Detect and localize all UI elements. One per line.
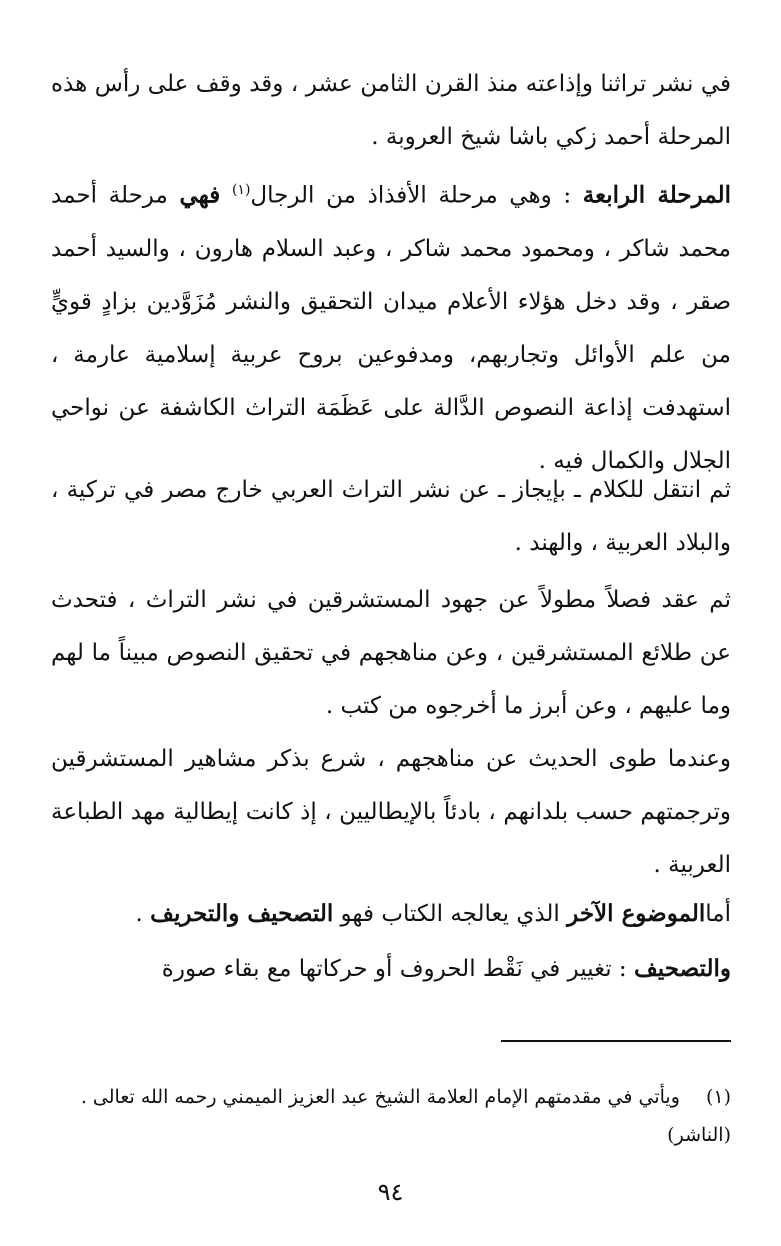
paragraph-5-text: وعندما طوى الحديث عن مناهجهم ، شرع بذكر مشاهير المستشرقين وترجمتهم حسب بلدانهم ، بادئاً بالإيطاليين ، إذ كانت إيطالية مهد الطباعة العربية . xyxy=(51,746,731,878)
footnote-number: (١) xyxy=(705,1086,731,1108)
paragraph-2-post: مرحلة أحمد محمد شاكر ، ومحمود محمد شاكر ، وعبد السلام هارون ، والسيد أحمد صقر ، وقد دخل هؤلاء الأعلام ميدان التحقيق والنشر مُزَوَّدين بزادٍ قويٍّ من علم الأوائل وتجاربهم، ومدفوعين بروح عربية إسلامية عارمة ، استهدفت إذاعة النصوص الدَّالة على عَظَمَة التراث الكاشفة عن نواحي الجلال والكمال فيه . xyxy=(51,182,731,474)
paragraph-6-mid: الذي يعالجه الكتاب فهو xyxy=(340,901,560,927)
paragraph-4-text: ثم عقد فصلاً مطولاً عن جهود المستشرقين في نشر التراث ، فتحدث عن طلائع المستشرقين ، وعن مناهجهم في تحقيق النصوص مبيناً ما لهم وما عليهم ، وعن أبرز ما أخرجوه من كتب . xyxy=(51,587,731,719)
footnote-divider xyxy=(501,1040,731,1042)
paragraph-6-bold-2: التصحيف والتحريف xyxy=(150,900,334,927)
paragraph-2-bold-mid: فهي xyxy=(179,181,221,209)
paragraph-7-lead: والتصحيف xyxy=(634,955,731,982)
paragraph-6-bold-1: الموضوع الآخر xyxy=(567,900,706,927)
paragraph-3-text: ثم انتقل للكلام ـ بإيجاز ـ عن نشر التراث العربي خارج مصر في تركية ، والبلاد العربية ، والهند . xyxy=(51,477,731,556)
paragraph-6 xyxy=(51,887,731,941)
paragraph-2-pre: : وهي مرحلة الأفذاذ من الرجال xyxy=(250,182,572,209)
footnote-text: ويأتي في مقدمتهم الإمام العلامة الشيخ عبد العزيز الميمني رحمه الله تعالى . xyxy=(80,1086,680,1108)
footnote xyxy=(51,1078,731,1154)
paragraph-6-post: . xyxy=(135,901,143,927)
paragraph-7-post: : تغيير في نَقْط الحروف أو حركاتها مع بقاء صورة xyxy=(161,956,627,982)
paragraph-2-lead: المرحلة الرابعة xyxy=(582,181,732,209)
paragraph-3 xyxy=(51,464,731,570)
footnote-source: (الناشر) xyxy=(667,1124,731,1146)
paragraph-7 xyxy=(51,942,731,996)
paragraph-5 xyxy=(51,733,731,892)
paragraph-1-text: في نشر تراثنا وإذاعته منذ القرن الثامن عشر ، وقد وقف على رأس هذه المرحلة أحمد زكي باشا شيخ العروبة . xyxy=(51,71,731,150)
paragraph-4 xyxy=(51,574,731,733)
page-number: ٩٤ xyxy=(377,1178,404,1206)
paragraph-6-pre: أما xyxy=(705,901,731,927)
paragraph-2 xyxy=(51,164,731,488)
paragraph-1 xyxy=(51,58,731,164)
footnote-ref: (١) xyxy=(231,182,251,198)
